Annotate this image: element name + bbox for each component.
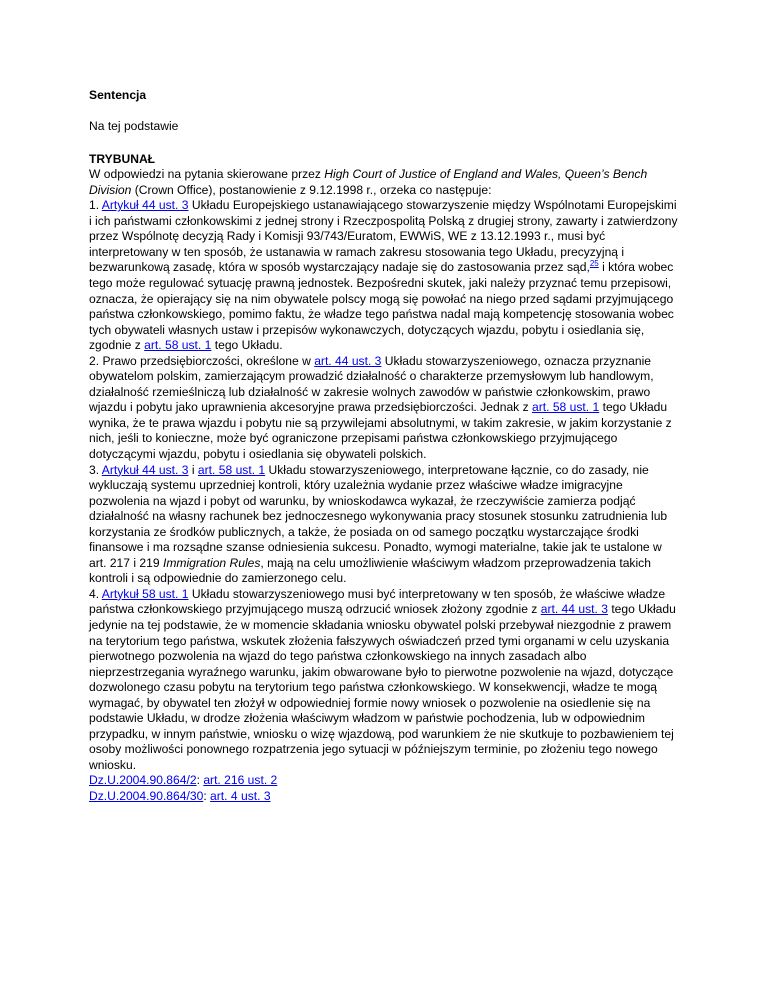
reference-line [89, 773, 679, 789]
ruling-point-2 [89, 354, 679, 463]
point-text: Układu stowarzyszeniowego musi być interpretowany w ten sposób, że właściwe władze państwa członkowskiego przyjmującego muszą odrzucić wniosek złożony zgodnie z [89, 586, 666, 617]
point-text: tego Układu. [211, 338, 283, 353]
ruling-intro-text: W odpowiedzi na pytania skierowane przez [89, 167, 325, 182]
point-text: , mają na celu umożliwienie właściwym władzom przeprowadzenia takich kontroli i są odpowiednie do zamierzonego celu. [89, 555, 651, 586]
ruling-point-3 [89, 463, 679, 587]
article-link[interactable]: art. 216 ust. 2 [203, 773, 278, 788]
point-number: 1. [89, 198, 102, 213]
law-link[interactable]: Artykuł 44 ust. 3 [101, 462, 189, 477]
point-text: Układu stowarzyszeniowego, interpretowane łącznie, co do zasady, nie wykluczają systemu uprzedniej kontroli, który uzależnia wydanie przez właściwe władze imigracyjne pozwolenia na wjazd i pobyt od warunku, by wnioskodawca wykazał, że rzeczywiście zamierza podjąć działalność na własny rachunek bez jednoczesnego wykonywania pracy stosunek stosunku zatrudnienia lub korzystania ze środków publicznych, a także, że posiada on od samego początku wystarczające środki finansowe i ma rozsądne szanse odniesienia sukcesu. Ponadto, wymogi materialne, takie jak te ustalone w art. 217 i 219 [89, 462, 668, 570]
document-page [89, 88, 679, 805]
journal-link[interactable]: Dz.U.2004.90.864/2 [89, 773, 197, 788]
law-link[interactable]: Artykuł 58 ust. 1 [101, 586, 189, 601]
point-number: 3. [89, 462, 102, 477]
law-link[interactable]: art. 44 ust. 3 [540, 602, 608, 617]
point-text: tego Układu wynika, że te prawa wjazdu i pobytu nie są przywilejami absolutnymi, w takim zakresie, w jakim korzystanie z nich, jeśli to konieczne, może być ograniczone przepisami państwa członkowskiego przyjmującego dotyczącymi wjazdu, pobytu i osiedlania się obywateli polskich. [89, 400, 672, 461]
point-text: tego Układu jedynie na tej podstawie, że w momencie składania wniosku obywatel polski przebywał niezgodnie z prawem na terytorium tego państwa, wskutek złożenia fałszywych oświadczeń przed tymi organami w celu uzyskania pierwotnego pozwolenia na wjazd do tego państwa członkowskiego na innych zasadach albo nieprzestrzegania wyraźnego warunku, jakim obwarowane było to pierwotne pozwolenie na wjazd, dotyczące dozwolonego czasu pobytu na terytorium tego państwa członkowskiego. W konsekwencji, władze te mogą wymagać, by obywatel ten złożył w odpowiedniej formie nowy wniosek o pozwolenie na osiedlenie się na podstawie Układu, w drodze złożenia właściwym władzom w państwie pochodzenia, lub w odpowiednim przypadku, w innym państwie, wniosku o wizę wjazdową, pod warunkiem że nie skutkuje to pozbawieniem tej osoby możliwości ponownego rozpatrzenia jego sytuacji w późniejszym terminie, po złożeniu tego nowego wniosku. [89, 602, 676, 772]
ruling-point-4 [89, 587, 679, 774]
court-name: High Court of Justice of England and Wales, Queen’s Bench Division [89, 167, 648, 197]
journal-link[interactable]: Dz.U.2004.90.864/30 [89, 789, 204, 804]
point-number: 4. [89, 586, 102, 601]
article-link[interactable]: art. 4 ust. 3 [210, 789, 271, 804]
law-link[interactable]: art. 58 ust. 1 [197, 462, 266, 477]
point-text: Układu stowarzyszeniowego, oznacza przyznanie obywatelom polskim, zamierzającym prowadzić działalność o charakterze przemysłowym lub handlowym, działalność rzemieślniczą lub działalność w zakresie wolnych zawodów w państwie członkowskim, prawo wjazdu i pobytu jako uprawnienia akcesoryjne prawa przedsiębiorczości. Jednak z [89, 353, 654, 415]
law-link[interactable]: art. 44 ust. 3 [314, 353, 382, 368]
ruling-intro [89, 167, 679, 198]
footnote-link[interactable]: 25 [589, 259, 599, 269]
section-title: Sentencja [89, 88, 147, 102]
point-text: i która wobec tego może regulować sytuację prawną jednostek. Bezpośredni skutek, jaki należy przyznać temu przepisowi, oznacza, że opierający się na nim obywatele polscy mogą się powołać na niego przed sądami przyjmującego państwa członkowskiego, pomimo faktu, że władze tego państwa nadal mają kompetencję stosowania wobec tych obywateli własnych ustaw i przepisów wykonawczych, dotyczących wjazdu, pobytu i osiedlania się, zgodnie z [89, 260, 674, 353]
spacer [89, 104, 679, 120]
law-link[interactable]: art. 58 ust. 1 [532, 400, 600, 415]
law-link[interactable]: art. 58 ust. 1 [144, 338, 212, 353]
ruling-point-1 [89, 198, 679, 353]
spacer [89, 135, 679, 152]
point-text: i [188, 462, 198, 477]
law-link[interactable]: Artykuł 44 ust. 3 [101, 198, 189, 213]
immigration-rules: Immigration Rules [162, 555, 261, 570]
point-text: 2. Prawo przedsiębiorczości, określone w [89, 353, 315, 368]
reference-separator: : [203, 789, 211, 804]
point-text: Układu Europejskiego ustanawiającego stowarzyszenie między Wspólnotami Europejskimi i ich państwami członkowskimi z jednej strony i Rzeczpospolitą Polską z drugiej strony, zawarty i zatwierdzony przez Wspólnotę decyzją Rady i Komisji 93/743/Euratom, EWWiS, WE z 13.12.1993 r., musi być interpretowany w ten sposób, że ustanawia w ramach zakresu stosowania tego Układu, precyzyjną i bezwarunkową zasadę, która w sposób wystarczający nadaje się do zastosowania przez sąd, [89, 198, 678, 275]
reference-separator: : [196, 773, 204, 788]
intro-line: Na tej podstawie [89, 119, 179, 134]
tribunal-heading: TRYBUNAŁ [89, 151, 156, 166]
reference-line [89, 789, 679, 805]
ruling-intro-text-end: (Crown Office), postanowienie z 9.12.1998 r., orzeka co następuje: [131, 182, 492, 197]
